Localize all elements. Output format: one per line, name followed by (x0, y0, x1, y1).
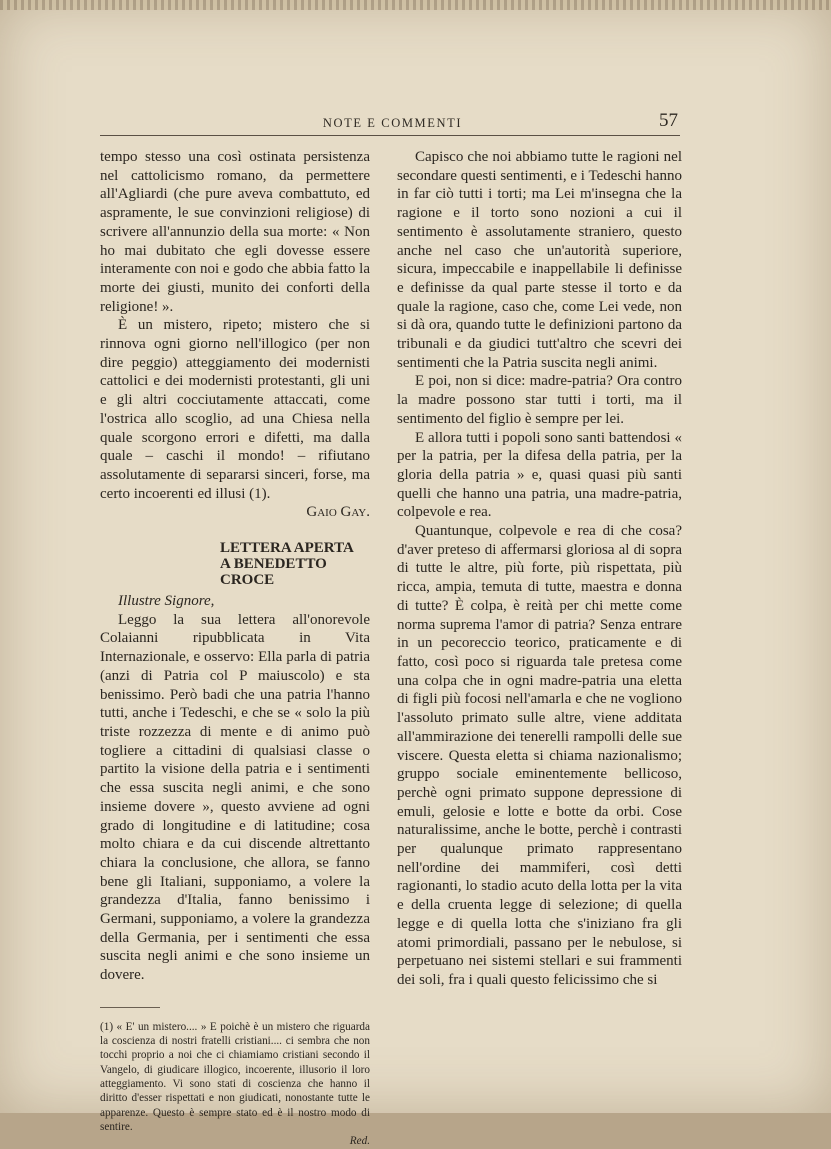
paragraph: Capisco che noi abbiamo tutte le ragioni nel secondare questi sentimenti, e i Tedeschi hanno in far ciò tutti i torti; ma Lei m'insegna che la ragione e il torto sono nozioni a cui il sentimento è assolutamente straniero, questo anche nel caso che un'autorità superiore, sicura, impeccabile e inappellabile li definisse e definisse da qual parte stesse il torto e da quale la ragione, caso che, come Lei vede, non si dà ora, quando tutte le definizioni partono da tribunali e da giudici tutt'altro che scevri dei sentimenti che la Patria suscita negli animi. (397, 149, 682, 371)
page-header (100, 110, 680, 135)
footnote-separator (100, 1007, 160, 1008)
footnote-signature: Red. (349, 1135, 370, 1148)
author-signature: Gaio Gay. (306, 504, 370, 521)
byline-row (100, 503, 370, 522)
salutation: Illustre Signore, (118, 593, 215, 610)
footnote-body (100, 1020, 370, 1134)
left-column (100, 148, 370, 1149)
paragraph: Quantunque, colpevole e rea di che cosa? d'aver preteso di affermarsi gloriosa al di sopra di tutte le altre, più forte, più rispettata, più ricca, ampia, temuta di tutte, maestra e donna di tutte? È colpa, è reità per chi mette come norma suprema l'amor di patria? Senza entrare in un pecoreccio teorico, praticamente e di fatto, così poco si riguarda tale pretesa come una colpa che in ogni madre-patria una eletta di figli più focosi nell'amarla e che ne vogliono l'assoluto primato sulle altre, viene additata all'ammirazione dei tenerelli rampolli delle sue viscere. Questa eletta si chiama nazionalismo; gruppo sociale eminentemente bellicoso, perchè ogni primato suppone depressione di emuli, gelosie e lotte e botte da orbi. Cose naturalissime, anche le botte, perchè i contrasti per qualunque primato rappresentano nell'ordine dei mammiferi, così detti ragionanti, lo stadio acuto della lotta per la vita e della cruenta legge di selezione; di quella legge e di quella lotta che s'iniziano fra gli atomi primordiali, passano per le nebulose, si perpetuano nei sistemi stellari e sui frammenti dei soli, fra i quali questo felicissimo che si (397, 523, 682, 988)
paragraph: E allora tutti i popoli sono santi battendosi « per la patria, per la difesa della patria, per la gloria della patria » e, quasi quasi più santi quelli che hanno una patria, una madre-patria, colpevole e rea. (397, 429, 682, 521)
paragraph: tempo stesso una così ostinata persistenza nel cattolicismo romano, da permettere all'Agliardi (che pure aveva combattuto, ed aspramente, le sue convinzioni religiose) di scrivere all'annunzio della sua morte: « Non ho mai dubitato che egli dovesse essere interamente con noi e godo che abbia fatto la morte dei giusti, munito dei conforti della religione! ». (100, 149, 370, 315)
paragraph: E poi, non si dice: madre-patria? Ora contro la madre possono star tutti i torti, ma il sentimento del figlio è sempre per lei. (397, 373, 682, 427)
letter-heading (100, 540, 370, 588)
footnote (100, 1020, 370, 1149)
footnote-text: (1) « E' un mistero.... » E poichè è un mistero che riguarda la coscienza di nostri fratelli cristiani.... ci sembra che non tocchi proprio a noi che ci chiamiamo cristiani secondo il Vangelo, di giudicare illogico, incoerente, illusorio il loro atteggiamento. Vi sono stati di coscienza che hanno il diritto d'esser rispettati e non giudicati, nonostante tutte le apparenze. Questo è sempre stato ed è il nostro modo di sentire. (100, 1020, 370, 1133)
page-top-edge (0, 0, 831, 10)
running-title: NOTE E COMMENTI (322, 116, 463, 130)
page-number: 57 (659, 110, 678, 131)
letter-heading-line-1: LETTERA APERTA (220, 540, 354, 557)
header-rule (100, 135, 680, 136)
paragraph: È un mistero, ripeto; mistero che si rinnova ogni giorno nell'illogico (per non dire peggio) atteggiamento dei modernisti cattolici e dei modernisti protestanti, gli uni e gli altri cocciutamente attaccati, come l'ostrica allo scoglio, ad una Chiesa nella quale scorgono errori e difetti, ma dalla quale – caschi il mondo! – rifiutano assolutamente di separarsi sinceri, forse, ma certo incoerenti ed illusi (1). (100, 317, 370, 502)
right-column (397, 148, 682, 990)
letter-heading-line-2: A BENEDETTO CROCE (220, 556, 327, 589)
paragraph: Leggo la sua lettera all'onorevole Colaianni ripubblicata in Vita Internazionale, e osservo: Ella parla di patria (anzi di Patria col P maiuscolo) e sta benissimo. Però badi che una patria l'hanno tutti, anche i Tedeschi, e che se « solo la più triste rozzezza di mente e di animo può togliere a cittadini di qualsiasi classe o partito la visione della patria e i sentimenti che essa suscita negli animi, e che sono insieme dovere », questo avviene ad ogni grado di longitudine e di latitudine; cosa molto chiara e da cui discende altrettanto chiara la conclusione, che allora, se fanno bene gli Italiani, supponiamo, a volere la grandezza d'Italia, fanno benissimo i Germani, supponiamo, a volere la grandezza della Germania, per i sentimenti che essa suscita negli animi e che sono insieme un dovere. (100, 611, 370, 984)
